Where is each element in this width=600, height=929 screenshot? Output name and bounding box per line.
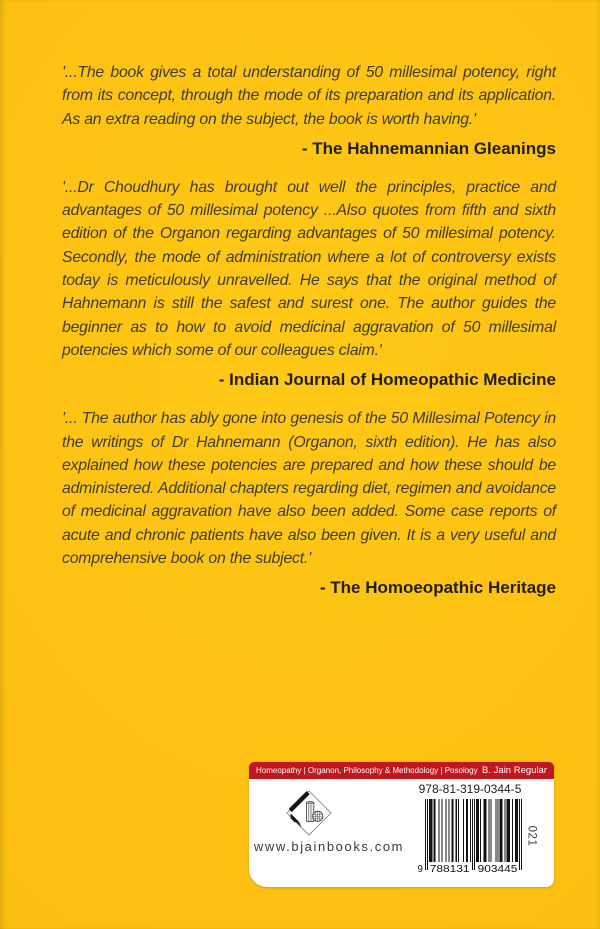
testimonial-attribution: - Indian Journal of Homeopathic Medicine	[218, 370, 556, 390]
barcode-label	[249, 762, 554, 887]
print-run-code: 021	[525, 825, 538, 847]
barcode-area	[417, 798, 523, 877]
testimonial-quote: '...The book gives a total understanding of 50 millesimal potency, right from its concept, through the mode of its preparation and its application. As an extra reading on the subject, the book is worth having.'	[62, 64, 556, 128]
publisher-website: www.bjainbooks.com	[253, 839, 405, 854]
testimonials-section	[62, 0, 556, 615]
svg-text:903445: 903445	[477, 864, 518, 876]
imprint-text: B. Jain Regular	[482, 765, 547, 776]
testimonial-quote: '... The author has ably gone into genesis of the 50 Millesimal Potency in the writings of Dr Hahnemann (Organon, sixth edition). He has also explained how these potencies are prepared and how these should be administered. Additional chapters regarding diet, regimen and avoidance of medicinal aggravation have also been added. Some case reports of acute and chronic patients have also been given. It is a very useful and comprehensive book on the subject.'	[62, 410, 556, 568]
svg-text:9: 9	[417, 864, 423, 876]
isbn-number: 978-81-319-0344-5	[418, 782, 522, 796]
bjain-books-logo-icon	[285, 787, 333, 839]
category-text: Homeopathy | Organon, Philosophy & Methodology | Posology	[256, 766, 478, 775]
ean13-barcode	[417, 798, 523, 877]
testimonial-attribution: - The Hahnemannian Gleanings	[301, 138, 556, 158]
testimonial-quote: '...Dr Choudhury has brought out well the principles, practice and advantages of 50 millesimal potency ...Also quotes from fifth and sixth edition of the Organon regarding advantages of 50 millesimal potency. Secondly, the mode of administration where a lot of controversy exists today is meticulously unravelled. He says that the original method of Hahnemann is still the safest and surest one. The author guides the beginner as to how to avoid medicinal aggravation of 50 millesimal potencies which some of our colleagues claim.'	[62, 178, 556, 359]
svg-text:788131: 788131	[429, 864, 470, 876]
category-bar	[249, 762, 554, 779]
testimonial-attribution: - The Homoeopathic Heritage	[319, 578, 556, 598]
